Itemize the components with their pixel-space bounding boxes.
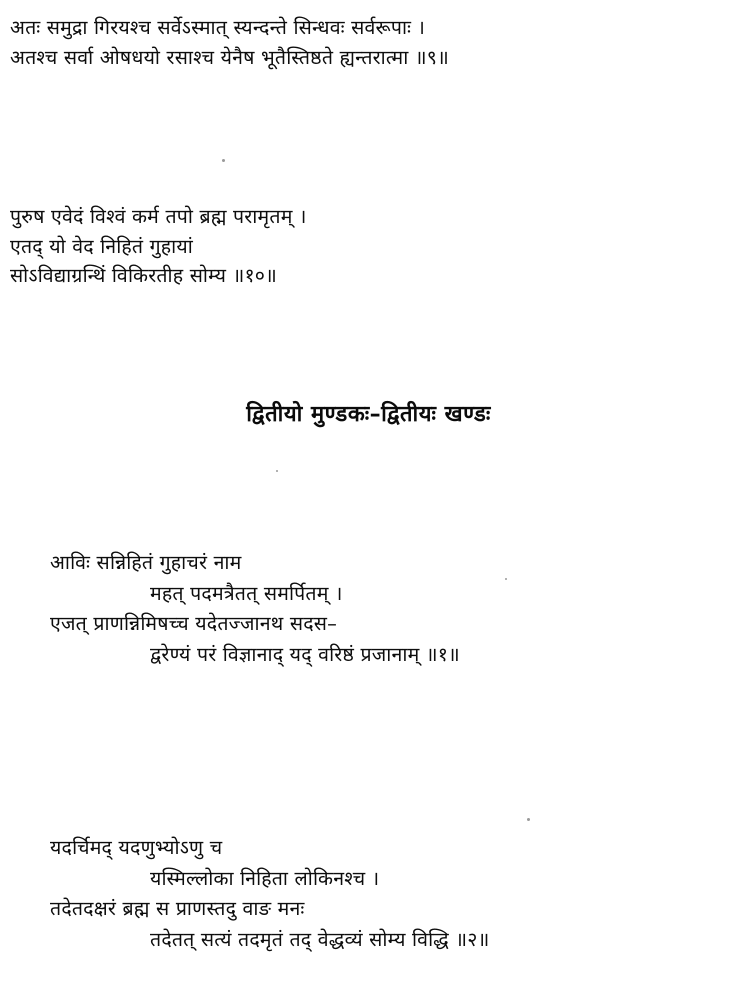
verse-line: एतद् यो वेद निहितं गुहायां — [10, 234, 193, 258]
verse-line: आविः सन्निहितं गुहाचरं नाम — [50, 551, 242, 574]
page-speck — [505, 578, 507, 580]
page-speck — [527, 818, 530, 821]
page-speck — [222, 159, 225, 162]
section-heading: द्वितीयो मुण्डकः–द्वितीयः खण्डः — [246, 402, 491, 427]
verse-block-1 — [0, 553, 737, 664]
verse-line: महत् पदमत्रैतत् समर्पितम् । — [150, 581, 343, 605]
verse-line: सोऽविद्याग्रन्थिं विकिरतीह सोम्य ॥१०॥ — [10, 264, 278, 287]
verse-line: द्वरेण्यं परं विज्ञानाद् यद् वरिष्ठं प्रजानाम् ॥१॥ — [150, 642, 460, 666]
verse-line: पुरुष एवेदं विश्वं कर्म तपो ब्रह्म परामृतम् । — [10, 205, 307, 228]
verse-block-9 — [0, 18, 737, 67]
verse-line: यदर्चिमद् यदणुभ्योऽणु च — [50, 836, 223, 859]
page-speck — [276, 470, 278, 472]
verse-line: अतः समुद्रा गिरयश्च सर्वेऽस्मात् स्यन्दन्ते सिन्धवः सर्वरूपाः । — [10, 16, 426, 39]
verse-line: यस्मिल्लोका निहिता लोकिनश्च । — [150, 866, 380, 890]
verse-line: तदेतत् सत्यं तदमृतं तद् वेद्धव्यं सोम्य विद्धि ॥२॥ — [150, 927, 490, 951]
verse-line: तदेतदक्षरं ब्रह्म स प्राणस्तदु वाङ मनः — [50, 897, 305, 920]
verse-line: अतश्च सर्वा ओषधयो रसाश्च येनैष भूतैस्तिष्ठते ह्यन्तरात्मा ॥९॥ — [10, 45, 449, 69]
verse-block-2 — [0, 838, 737, 949]
verse-line: एजत् प्राणन्निमिषच्च यदेतज्जानथ सदस– — [50, 612, 338, 635]
verse-block-10 — [0, 207, 737, 286]
